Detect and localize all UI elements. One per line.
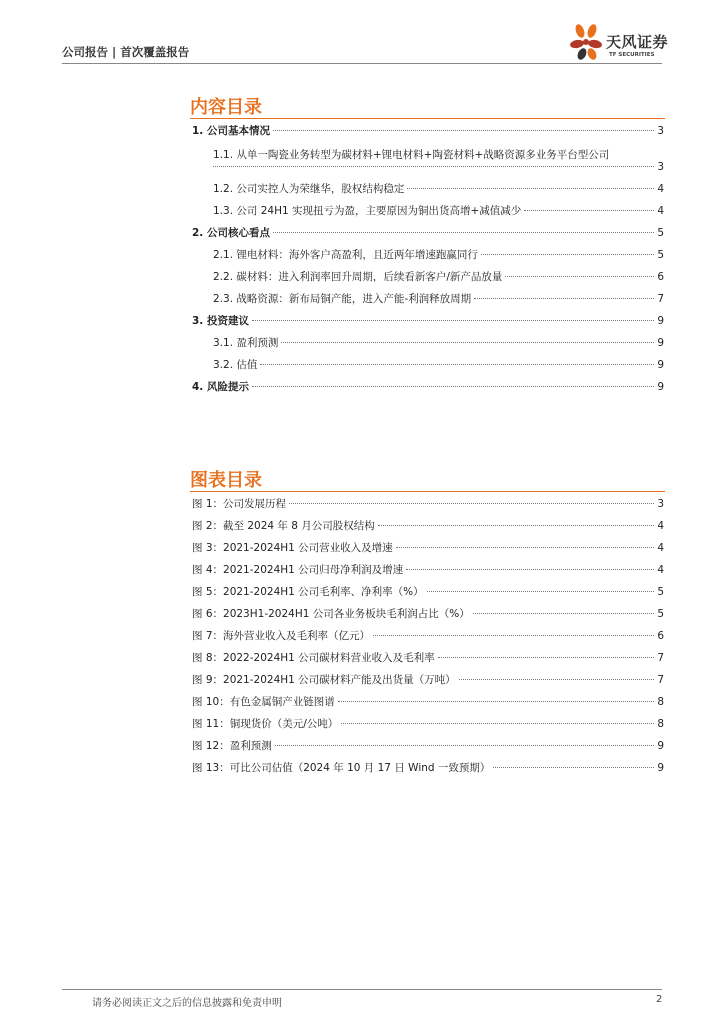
toc-item[interactable] bbox=[213, 336, 664, 350]
toc-item[interactable] bbox=[213, 358, 664, 372]
toc-item-page: 9 bbox=[657, 381, 664, 393]
toc-item-label: 3.2. 估值 bbox=[213, 359, 258, 371]
toc-item-label: 2.3. 战略资源：新布局铜产能，进入产能-利润释放周期 bbox=[213, 293, 472, 305]
toc-title-rule bbox=[190, 118, 665, 119]
dot-leader bbox=[406, 569, 654, 570]
dot-leader bbox=[427, 591, 655, 592]
toc-item-page: 9 bbox=[657, 315, 664, 327]
dot-leader bbox=[473, 613, 655, 614]
figure-item[interactable] bbox=[192, 519, 664, 533]
footer-divider bbox=[62, 989, 662, 990]
toc-item-page: 3 bbox=[657, 161, 664, 173]
figure-item-page: 4 bbox=[657, 520, 664, 532]
figure-item-page: 9 bbox=[657, 762, 664, 774]
dot-leader bbox=[493, 767, 654, 768]
dot-leader bbox=[505, 276, 654, 277]
toc-item-page: 6 bbox=[657, 271, 664, 283]
dot-leader bbox=[289, 503, 654, 504]
figures-title-rule bbox=[190, 491, 665, 492]
toc-item[interactable] bbox=[213, 270, 664, 284]
figure-item-page: 8 bbox=[657, 718, 664, 730]
figure-item-page: 5 bbox=[657, 608, 664, 620]
toc-item-label: 3. 投资建议 bbox=[192, 315, 249, 327]
toc-item-label: 2. 公司核心看点 bbox=[192, 227, 270, 239]
figure-item-page: 5 bbox=[657, 586, 664, 598]
figure-item-label: 图 11：铜现货价（美元/公吨） bbox=[192, 718, 339, 730]
toc-item[interactable] bbox=[213, 182, 664, 196]
toc-item-page: 4 bbox=[657, 183, 664, 195]
toc-item-label[interactable]: 1.1. 从单一陶瓷业务转型为碳材料+锂电材料+陶瓷材料+战略资源多业务平台型公司 bbox=[213, 149, 610, 161]
toc-item[interactable] bbox=[213, 248, 664, 262]
report-type-header: 公司报告 | 首次覆盖报告 bbox=[62, 45, 190, 59]
dot-leader bbox=[378, 525, 655, 526]
toc-item[interactable] bbox=[192, 226, 664, 240]
dot-leader bbox=[281, 342, 654, 343]
figure-item[interactable] bbox=[192, 717, 664, 731]
figure-item[interactable] bbox=[192, 739, 664, 753]
dot-leader bbox=[252, 320, 654, 321]
toc-item[interactable] bbox=[213, 292, 664, 306]
toc-item-page: 7 bbox=[657, 293, 664, 305]
toc-item-label: 2.2. 碳材料：进入利润率回升周期，后续看新客户/新产品放量 bbox=[213, 271, 503, 283]
figure-item[interactable] bbox=[192, 585, 664, 599]
figure-item[interactable] bbox=[192, 629, 664, 643]
dot-leader bbox=[474, 298, 654, 299]
header-divider bbox=[62, 63, 662, 64]
toc-item-label: 4. 风险提示 bbox=[192, 381, 249, 393]
toc-item-label: 1. 公司基本情况 bbox=[192, 125, 270, 137]
figure-item-label: 图 8：2022-2024H1 公司碳材料营业收入及毛利率 bbox=[192, 652, 435, 664]
toc-item-page: 5 bbox=[657, 249, 664, 261]
toc-item-page: 9 bbox=[657, 359, 664, 371]
dot-leader bbox=[275, 745, 655, 746]
toc-title: 内容目录 bbox=[190, 97, 262, 118]
dot-leader bbox=[273, 130, 654, 131]
dot-leader bbox=[524, 210, 654, 211]
toc-item-label: 3.1. 盈利预测 bbox=[213, 337, 279, 349]
figure-item-page: 9 bbox=[657, 740, 664, 752]
figure-item[interactable] bbox=[192, 497, 664, 511]
flower-logo-icon bbox=[568, 22, 608, 62]
figure-item-label: 图 5：2021-2024H1 公司毛利率、净利率（%） bbox=[192, 586, 424, 598]
figure-item[interactable] bbox=[192, 761, 664, 775]
figure-item-page: 6 bbox=[657, 630, 664, 642]
figure-item-page: 4 bbox=[657, 542, 664, 554]
figure-item-label: 图 10：有色金属铜产业链图谱 bbox=[192, 696, 335, 708]
toc-item-page: 5 bbox=[657, 227, 664, 239]
toc-item[interactable] bbox=[192, 124, 664, 138]
toc-item-label: 1.2. 公司实控人为荣继华，股权结构稳定 bbox=[213, 183, 405, 195]
dot-leader bbox=[260, 364, 654, 365]
figure-item-label: 图 3：2021-2024H1 公司营业收入及增速 bbox=[192, 542, 393, 554]
figure-item-label: 图 4：2021-2024H1 公司归母净利润及增速 bbox=[192, 564, 404, 576]
toc-item-page: 4 bbox=[657, 205, 664, 217]
figure-item-page: 3 bbox=[657, 498, 664, 510]
toc-item-label: 1.3. 公司 24H1 实现扭亏为盈，主要原因为铜出货高增+减值减少 bbox=[213, 205, 522, 217]
dot-leader bbox=[338, 701, 655, 702]
toc-item[interactable] bbox=[213, 204, 664, 218]
figure-item-label: 图 9：2021-2024H1 公司碳材料产能及出货量（万吨） bbox=[192, 674, 456, 686]
dot-leader bbox=[341, 723, 654, 724]
figure-item[interactable] bbox=[192, 651, 664, 665]
logo-english-name: TF SECURITIES bbox=[609, 52, 655, 58]
figure-item-page: 7 bbox=[657, 674, 664, 686]
dot-leader bbox=[396, 547, 655, 548]
figure-item-label: 图 13：可比公司估值（2024 年 10 月 17 日 Wind 一致预期） bbox=[192, 762, 491, 774]
figure-item-label: 图 7：海外营业收入及毛利率（亿元） bbox=[192, 630, 371, 642]
dot-leader bbox=[438, 657, 655, 658]
dot-leader bbox=[273, 232, 654, 233]
dot-leader bbox=[252, 386, 654, 387]
logo-chinese-name: 天风证券 bbox=[606, 33, 669, 51]
dot-leader bbox=[407, 188, 654, 189]
dot-leader bbox=[459, 679, 655, 680]
toc-item[interactable] bbox=[213, 160, 664, 174]
figures-title: 图表目录 bbox=[190, 470, 262, 491]
figure-item-label: 图 12：盈利预测 bbox=[192, 740, 272, 752]
figure-item[interactable] bbox=[192, 695, 664, 709]
toc-item[interactable] bbox=[192, 380, 664, 394]
figure-item-page: 7 bbox=[657, 652, 664, 664]
toc-item-page: 3 bbox=[657, 125, 664, 137]
figure-item-page: 4 bbox=[657, 564, 664, 576]
figure-item[interactable] bbox=[192, 673, 664, 687]
page-number: 2 bbox=[656, 994, 663, 1005]
figure-item[interactable] bbox=[192, 607, 664, 621]
toc-item[interactable] bbox=[192, 314, 664, 328]
company-logo bbox=[568, 22, 678, 62]
figure-item-page: 8 bbox=[657, 696, 664, 708]
toc-item-label: 2.1. 锂电材料：海外客户高盈利，且近两年增速跑赢同行 bbox=[213, 249, 478, 261]
toc-item-page: 9 bbox=[657, 337, 664, 349]
dot-leader bbox=[481, 254, 654, 255]
dot-leader bbox=[373, 635, 654, 636]
figure-item-label: 图 2：截至 2024 年 8 月公司股权结构 bbox=[192, 520, 375, 532]
figure-item-label: 图 6：2023H1-2024H1 公司各业务板块毛利润占比（%） bbox=[192, 608, 470, 620]
figure-item-label: 图 1：公司发展历程 bbox=[192, 498, 287, 510]
figure-item[interactable] bbox=[192, 563, 664, 577]
footer-disclaimer: 请务必阅读正文之后的信息披露和免责申明 bbox=[92, 998, 282, 1009]
figure-item[interactable] bbox=[192, 541, 664, 555]
dot-leader bbox=[213, 166, 654, 167]
